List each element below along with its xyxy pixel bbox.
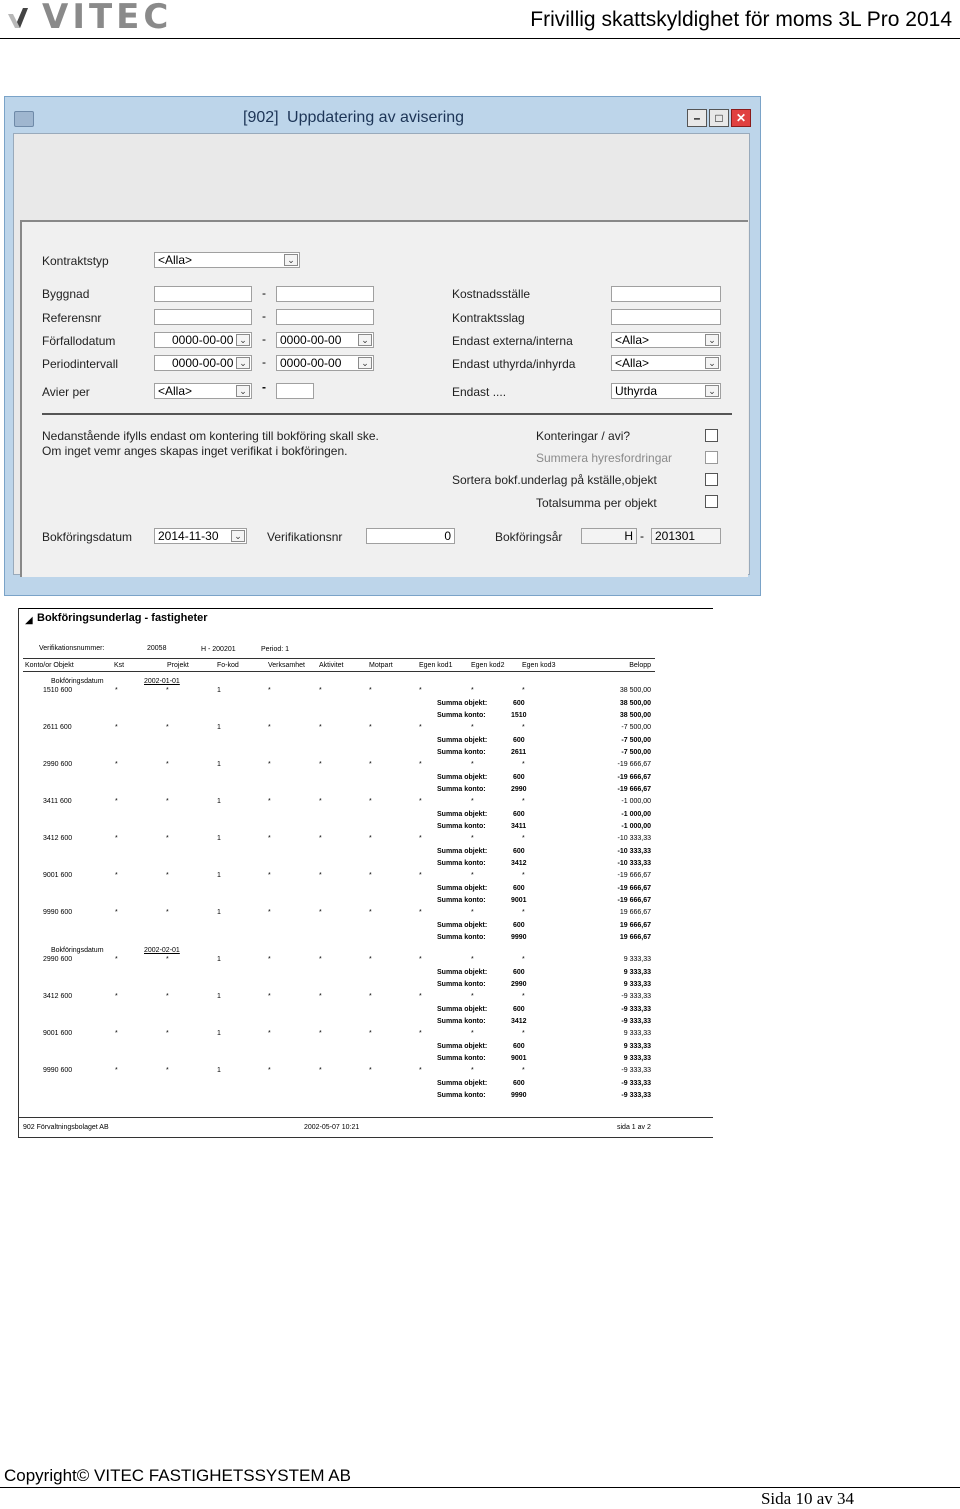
row-dim: * [115,993,118,1000]
row-dim: * [319,761,322,768]
ext-int-select[interactable]: <Alla> ⌄ [611,332,721,348]
row-dim: * [369,909,372,916]
sum-object-id: 600 [513,1006,525,1013]
sum-object-amount: -10 333,33 [617,848,651,855]
row-amount: 38 500,00 [619,687,651,694]
row-dim: * [115,835,118,842]
chevron-down-icon[interactable]: ⌄ [231,530,245,542]
sum-object-label: Summa objekt: [437,774,488,781]
row-dim: * [369,724,372,731]
sum-object-id: 600 [513,1043,525,1050]
sum-account-id: 2611 [511,749,527,756]
bookkeeping-report [18,608,713,1138]
report-bottom-line [19,1137,713,1138]
vitec-mark-icon [6,4,36,30]
column-header: Egen kod3 [522,662,556,669]
sum-account-amount: 38 500,00 [619,712,651,719]
chevron-down-icon[interactable]: ⌄ [236,357,250,369]
column-header: Kst [114,662,125,669]
form-panel [20,220,748,577]
row-dim: * [419,872,422,879]
row-dim: * [471,1067,474,1074]
range-dash: - [262,380,266,394]
row-fo-kod: 1 [217,956,221,963]
check-totalsumma-label: Totalsumma per objekt [536,496,657,510]
row-dim: * [268,1067,271,1074]
building-label: Byggnad [42,287,90,301]
row-dim: * [419,798,422,805]
report-footer-page: sida 1 av 2 [617,1124,651,1131]
sum-object-id: 600 [513,848,525,855]
invoices-per-label: Avier per [42,385,90,399]
sum-account-id: 9990 [511,934,527,941]
sum-account-amount: 9 333,33 [623,981,651,988]
row-dim: * [369,1067,372,1074]
range-dash: - [640,529,644,543]
sum-account-id: 9001 [511,1055,527,1062]
report-icon: ◢ [25,615,33,626]
app-icon [14,111,34,127]
row-dim: * [471,1030,474,1037]
range-dash: - [262,355,266,369]
info-line-2: Om inget vemr anges skapas inget verifikat i bokföringen. [42,444,348,458]
invoices-per-extra-input[interactable] [276,383,314,399]
sum-object-id: 600 [513,700,525,707]
row-dim: * [369,872,372,879]
building-from-input[interactable] [154,286,252,302]
sum-object-amount: -7 500,00 [621,737,651,744]
row-dim: * [369,687,372,694]
chevron-down-icon[interactable]: ⌄ [358,334,372,346]
row-fo-kod: 1 [217,835,221,842]
row-dim: * [522,724,525,731]
row-dim: * [166,761,169,768]
building-to-input[interactable] [276,286,374,302]
sum-object-id: 600 [513,969,525,976]
row-dim: * [369,761,372,768]
row-dim: * [522,798,525,805]
sum-account-label: Summa konto: [437,981,486,988]
row-dim: * [471,798,474,805]
invoices-per-select[interactable]: <Alla> ⌄ [154,383,252,399]
column-header: Verksamhet [268,662,305,669]
sum-object-amount: 19 666,67 [619,922,651,929]
cost-center-label: Kostnadsställe [452,287,531,301]
page-header [0,0,960,39]
column-header: Projekt [167,662,189,669]
row-dim: * [268,1030,271,1037]
reference-from-input[interactable] [154,309,252,325]
sum-object-label: Summa objekt: [437,848,488,855]
row-account: 3412 600 [43,835,73,842]
row-dim: * [166,724,169,731]
sum-account-id: 9990 [511,1092,527,1099]
sum-account-amount: -19 666,67 [617,786,651,793]
row-account: 2990 600 [43,761,73,768]
booking-date-value: 2002-02-01 [144,947,180,954]
sum-object-label: Summa objekt: [437,969,488,976]
row-dim: * [268,835,271,842]
contract-type-select[interactable]: <Alla> ⌄ [154,252,300,268]
row-dim: * [115,872,118,879]
sum-account-id: 3411 [511,823,527,830]
voucher-number-label: Verifikationsnummer: [39,645,105,652]
check-summera-label: Summera hyresfordringar [536,451,673,465]
info-line-1: Nedanstående ifylls endast om kontering till bokföring skall ske. [42,429,379,443]
sum-object-label: Summa objekt: [437,811,488,818]
sum-account-label: Summa konto: [437,786,486,793]
window-title-text: Uppdatering av avisering [287,109,465,126]
due-date-from-input[interactable]: 0000-00-00 ⌄ [154,332,252,348]
report-bottom-line [19,1117,713,1118]
sum-object-label: Summa objekt: [437,1080,488,1087]
check-sortera[interactable] [705,473,718,486]
period-from-input[interactable]: 0000-00-00 ⌄ [154,355,252,371]
document-title: Frivillig skattskyldighet för moms 3L Pro 2014 [530,8,952,31]
row-dim: * [369,1030,372,1037]
sum-account-amount: 9 333,33 [623,1055,651,1062]
range-dash: - [262,332,266,346]
row-dim: * [115,761,118,768]
sum-object-id: 600 [513,811,525,818]
row-dim: * [522,909,525,916]
due-date-label: Förfallodatum [42,334,116,348]
row-amount: 9 333,33 [623,956,651,963]
row-account: 9990 600 [43,909,73,916]
close-button[interactable]: ✕ [731,109,751,127]
row-dim: * [268,798,271,805]
row-dim: * [471,993,474,1000]
series-label: H - 200201 [201,646,236,653]
row-dim: * [419,956,422,963]
check-konteringar-label: Konteringar / avi? [536,429,631,443]
column-header: Egen kod2 [471,662,505,669]
chevron-down-icon[interactable]: ⌄ [705,334,719,346]
logo-text: VITEC [42,0,173,37]
row-dim: * [471,956,474,963]
sum-object-id: 600 [513,922,525,929]
row-fo-kod: 1 [217,993,221,1000]
report-footer-company: 902 Förvaltningsbolaget AB [23,1124,109,1131]
row-dim: * [471,761,474,768]
check-totalsumma[interactable] [705,495,718,508]
row-dim: * [115,909,118,916]
row-dim: * [319,956,322,963]
check-summera[interactable] [705,451,718,464]
cost-center-input[interactable] [611,286,721,302]
row-amount: -19 666,67 [617,872,651,879]
sum-object-amount: 9 333,33 [623,1043,651,1050]
row-dim: * [419,909,422,916]
sum-object-id: 600 [513,737,525,744]
booking-date-label: Bokföringsdatum [51,947,104,954]
booking-date-value: 2002-01-01 [144,678,180,685]
maximize-button[interactable]: □ [709,109,729,127]
booking-year-series: H [581,528,637,544]
row-fo-kod: 1 [217,761,221,768]
sum-account-label: Summa konto: [437,897,486,904]
chevron-down-icon[interactable]: ⌄ [705,385,719,397]
row-account: 3412 600 [43,993,73,1000]
rented-select[interactable]: <Alla> ⌄ [611,355,721,371]
sum-account-id: 2990 [511,786,527,793]
booking-year-input: 201301 [651,528,721,544]
sum-account-label: Summa konto: [437,1055,486,1062]
row-dim: * [319,993,322,1000]
row-amount: -1 000,00 [621,798,651,805]
row-dim: * [166,687,169,694]
row-fo-kod: 1 [217,1067,221,1074]
row-dim: * [471,835,474,842]
window-client [13,133,750,575]
due-date-to-input[interactable]: 0000-00-00 ⌄ [276,332,374,348]
sum-object-label: Summa objekt: [437,737,488,744]
sum-object-label: Summa objekt: [437,1006,488,1013]
sum-account-label: Summa konto: [437,1018,486,1025]
row-dim: * [319,872,322,879]
sum-object-label: Summa objekt: [437,885,488,892]
range-dash: - [262,286,266,300]
sum-object-amount: -9 333,33 [621,1006,651,1013]
period-label: Period: 1 [261,646,290,653]
rented-label: Endast uthyrda/inhyrda [452,357,576,371]
row-dim: * [319,1067,322,1074]
row-fo-kod: 1 [217,687,221,694]
sum-object-amount: -9 333,33 [621,1080,651,1087]
row-dim: * [268,687,271,694]
sum-account-id: 3412 [511,860,527,867]
row-dim: * [522,761,525,768]
row-account: 9001 600 [43,872,73,879]
sum-account-amount: -1 000,00 [621,823,651,830]
row-dim: * [419,835,422,842]
row-account: 9001 600 [43,1030,73,1037]
row-dim: * [115,1030,118,1037]
row-dim: * [369,835,372,842]
row-dim: * [522,993,525,1000]
sum-account-label: Summa konto: [437,934,486,941]
column-header: Fo-kod [217,662,239,669]
update-invoicing-window [4,96,761,596]
row-dim: * [471,687,474,694]
voucher-no-label: Verifikationsnr [267,530,343,544]
row-fo-kod: 1 [217,1030,221,1037]
chevron-down-icon[interactable]: ⌄ [705,357,719,369]
row-dim: * [166,909,169,916]
row-dim: * [369,993,372,1000]
column-header: Konto/or Objekt [25,662,74,669]
window-title-code: [902] [243,109,279,126]
row-amount: -9 333,33 [621,1067,651,1074]
sum-object-id: 600 [513,774,525,781]
sum-object-amount: -1 000,00 [621,811,651,818]
row-dim: * [471,872,474,879]
minimize-button[interactable]: – [687,109,707,127]
sum-object-id: 600 [513,1080,525,1087]
chevron-down-icon[interactable]: ⌄ [284,254,298,266]
sum-object-amount: 9 333,33 [623,969,651,976]
row-dim: * [166,1067,169,1074]
sum-object-amount: -19 666,67 [617,774,651,781]
report-top-border [19,608,713,609]
sum-object-label: Summa objekt: [437,922,488,929]
row-dim: * [115,798,118,805]
sum-account-id: 9001 [511,897,527,904]
sum-account-id: 2990 [511,981,527,988]
contract-type-label: Kontraktstyp [42,254,109,268]
report-title: Bokföringsunderlag - fastigheter [37,612,208,624]
row-dim: * [115,724,118,731]
row-dim: * [319,1030,322,1037]
ext-int-label: Endast externa/interna [452,334,573,348]
reference-to-input[interactable] [276,309,374,325]
row-amount: -19 666,67 [617,761,651,768]
header-line [23,671,655,672]
row-dim: * [369,956,372,963]
row-dim: * [369,798,372,805]
row-dim: * [268,993,271,1000]
sum-account-amount: -10 333,33 [617,860,651,867]
only-select[interactable]: Uthyrda ⌄ [611,383,721,399]
column-header: Aktivitet [319,662,344,669]
row-dim: * [419,761,422,768]
form-divider [42,413,732,415]
vitec-logo [6,0,173,37]
row-dim: * [166,993,169,1000]
row-dim: * [166,798,169,805]
only-label: Endast .... [452,385,507,399]
row-dim: * [268,956,271,963]
voucher-no-input[interactable]: 0 [366,528,455,544]
sum-account-label: Summa konto: [437,860,486,867]
row-dim: * [319,835,322,842]
column-header: Egen kod1 [419,662,453,669]
row-dim: * [522,872,525,879]
check-konteringar[interactable] [705,429,718,442]
footer-line [0,1487,960,1488]
row-dim: * [319,687,322,694]
range-dash: - [262,309,266,323]
booking-date-label: Bokföringsdatum [51,678,104,685]
sum-account-id: 1510 [511,712,527,719]
chevron-down-icon[interactable]: ⌄ [358,357,372,369]
booking-year-label: Bokföringsår [495,530,563,544]
row-dim: * [268,872,271,879]
row-amount: -9 333,33 [621,993,651,1000]
row-amount: -7 500,00 [621,724,651,731]
row-dim: * [319,724,322,731]
sum-account-amount: 19 666,67 [619,934,651,941]
row-dim: * [419,1030,422,1037]
row-dim: * [268,724,271,731]
row-dim: * [115,687,118,694]
row-dim: * [522,956,525,963]
sum-account-label: Summa konto: [437,1092,486,1099]
sum-account-label: Summa konto: [437,749,486,756]
booking-date-input[interactable]: 2014-11-30 ⌄ [154,528,247,544]
sum-account-amount: -9 333,33 [621,1018,651,1025]
sum-account-label: Summa konto: [437,712,486,719]
row-dim: * [471,724,474,731]
row-account: 1510 600 [43,687,73,694]
window-titlebar [5,97,760,133]
booking-date-label: Bokföringsdatum [42,530,133,544]
row-dim: * [115,1067,118,1074]
row-dim: * [522,687,525,694]
window-title [243,109,464,127]
sum-account-id: 3412 [511,1018,527,1025]
row-dim: * [166,956,169,963]
row-account: 3411 600 [43,798,72,805]
row-fo-kod: 1 [217,798,221,805]
sum-account-amount: -7 500,00 [621,749,651,756]
row-amount: 19 666,67 [619,909,651,916]
period-to-input[interactable]: 0000-00-00 ⌄ [276,355,374,371]
voucher-number-value: 20058 [147,645,167,652]
row-dim: * [522,835,525,842]
copyright: Copyright© VITEC FASTIGHETSSYSTEM AB [4,1466,351,1485]
row-account: 2990 600 [43,956,73,963]
sum-object-id: 600 [513,885,525,892]
sum-object-amount: 38 500,00 [619,700,651,707]
row-dim: * [522,1030,525,1037]
row-dim: * [166,872,169,879]
row-dim: * [319,798,322,805]
contract-kind-input[interactable] [611,309,721,325]
row-dim: * [166,835,169,842]
report-footer-datetime: 2002-05-07 10:21 [304,1124,360,1131]
row-dim: * [319,909,322,916]
row-account: 2611 600 [43,724,72,731]
chevron-down-icon[interactable]: ⌄ [236,385,250,397]
contract-kind-label: Kontraktsslag [452,311,525,325]
row-dim: * [268,909,271,916]
row-account: 9990 600 [43,1067,73,1074]
row-dim: * [268,761,271,768]
row-fo-kod: 1 [217,724,221,731]
header-line [23,658,655,659]
row-dim: * [166,1030,169,1037]
row-dim: * [419,993,422,1000]
column-header: Belopp [629,662,651,669]
check-sortera-label: Sortera bokf.underlag på kställe,objekt [452,473,657,487]
row-dim: * [419,687,422,694]
sum-account-label: Summa konto: [437,823,486,830]
column-header: Motpart [369,662,393,669]
chevron-down-icon[interactable]: ⌄ [236,334,250,346]
row-dim: * [115,956,118,963]
reference-label: Referensnr [42,311,102,325]
row-dim: * [419,724,422,731]
sum-account-amount: -19 666,67 [617,897,651,904]
period-label: Periodintervall [42,357,119,371]
row-amount: -10 333,33 [617,835,651,842]
row-fo-kod: 1 [217,872,221,879]
row-dim: * [471,909,474,916]
row-fo-kod: 1 [217,909,221,916]
page-number: Sida 10 av 34 [760,1489,854,1508]
row-dim: * [522,1067,525,1074]
sum-object-amount: -19 666,67 [617,885,651,892]
sum-object-label: Summa objekt: [437,1043,488,1050]
row-amount: 9 333,33 [623,1030,651,1037]
row-dim: * [419,1067,422,1074]
sum-account-amount: -9 333,33 [621,1092,651,1099]
sum-object-label: Summa objekt: [437,700,488,707]
